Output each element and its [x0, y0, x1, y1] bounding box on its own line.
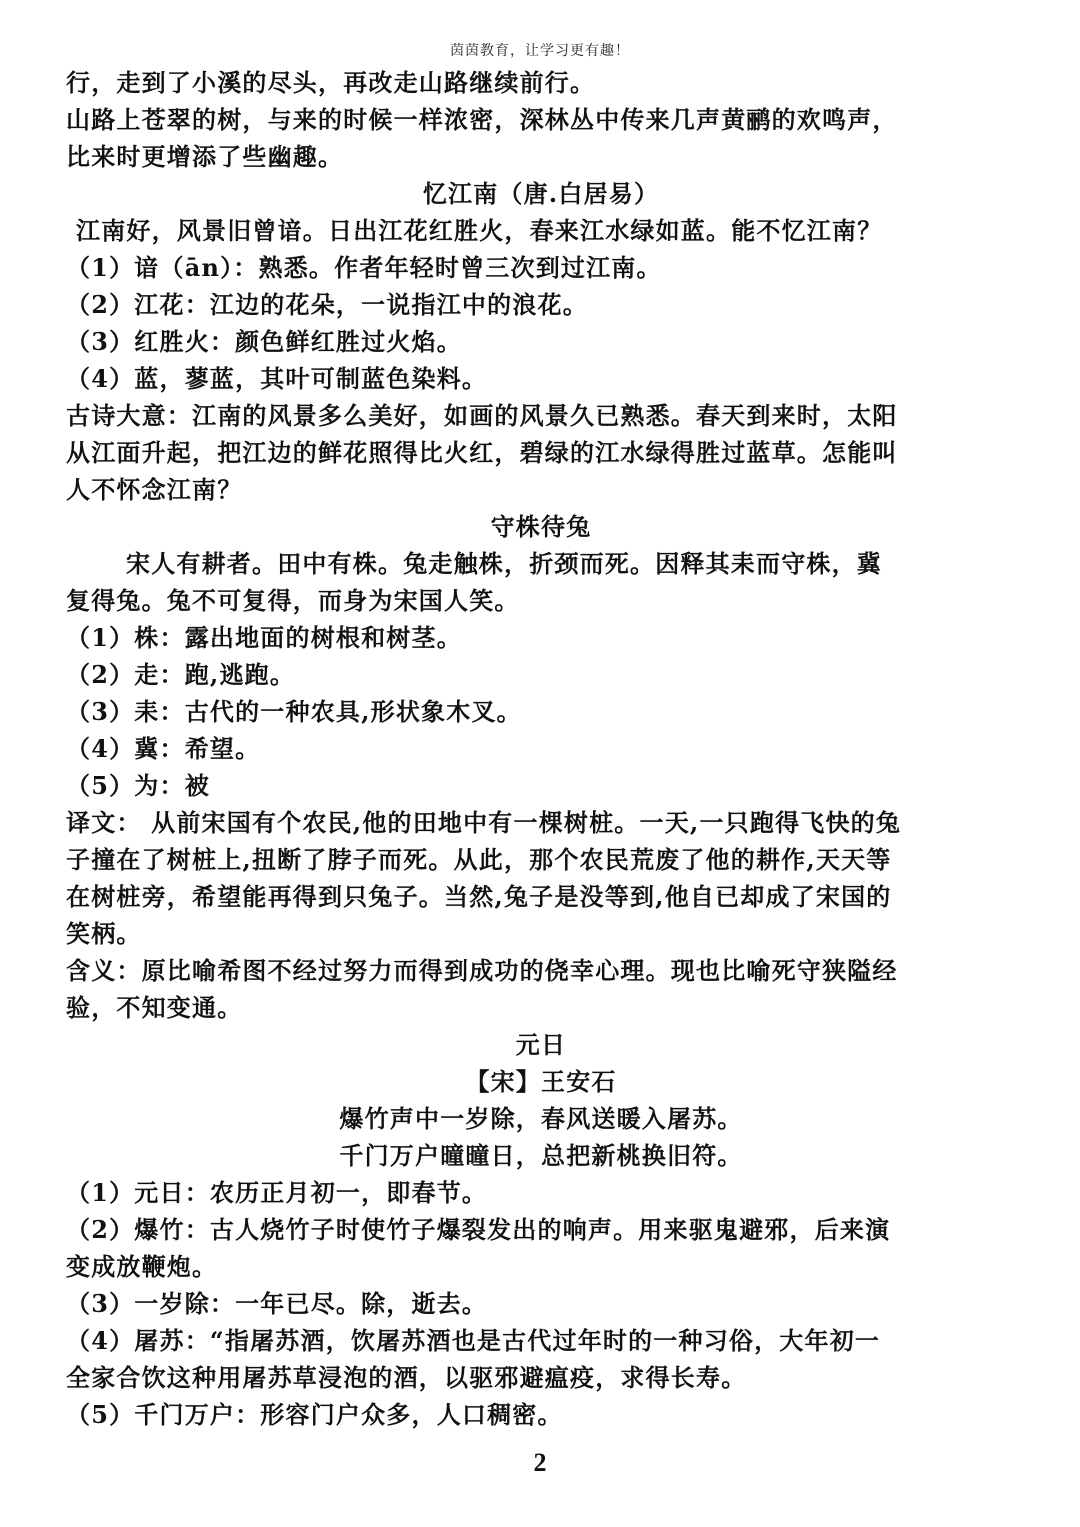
text-line: （1）元日：农历正月初一，即春节。: [66, 1178, 488, 1207]
text-line: 在树桩旁，希望能再得到只兔子。当然,兔子是没等到,他自已却成了宋国的: [66, 882, 892, 911]
text-line: （5）为：被: [66, 771, 210, 800]
heading-line: 爆竹声中一岁除，春风送暖入屠苏。: [339, 1104, 743, 1133]
text-line: （1）谙（ān）：熟悉。作者年轻时曾三次到过江南。: [66, 253, 662, 282]
text-line: 比来时更增添了些幽趣。: [66, 142, 344, 171]
text-line: （5）千门万户：形容门户众多，人口稠密。: [66, 1400, 563, 1429]
text-line: 含义：原比喻希图不经过努力而得到成功的侥幸心理。现也比喻死守狭隘经: [66, 956, 898, 985]
page-header: 茵茵教育，让学习更有趣！: [450, 43, 630, 59]
text-line: 江南好，风景旧曾谙。日出江花红胜火，春来江水绿如蓝。能不忆江南？: [76, 216, 883, 245]
heading-line: 忆江南（唐.白居易）: [422, 179, 660, 208]
text-line: 子撞在了树桩上,扭断了脖子而死。从此，那个农民荒废了他的耕作,天天等: [66, 845, 892, 874]
text-line: （4）冀：希望。: [66, 734, 261, 763]
text-line: （2）爆竹：古人烧竹子时使竹子爆裂发出的响声。用来驱鬼避邪，后来演: [66, 1215, 891, 1244]
text-line: 笑柄。: [66, 919, 142, 948]
page-body: [66, 64, 1016, 1433]
heading-line: 元日: [515, 1030, 567, 1059]
page-number: 2: [533, 1448, 547, 1477]
text-line: （2）江花：江边的花朵，一说指江中的浪花。: [66, 290, 588, 319]
text-line: （3）红胜火：颜色鲜红胜过火焰。: [66, 327, 462, 356]
text-line: 译文： 从前宋国有个农民,他的田地中有一棵树桩。一天,一只跑得飞快的兔: [66, 808, 902, 837]
text-line: 人不怀念江南？: [66, 475, 243, 504]
text-line: 变成放鞭炮。: [66, 1252, 218, 1281]
heading-line: 千门万户曈曈日，总把新桃换旧符。: [339, 1141, 743, 1170]
text-line: 验，不知变通。: [66, 993, 243, 1022]
heading-line: 守株待兔: [490, 512, 592, 541]
text-line: （3）耒：古代的一种农具,形状象木叉。: [66, 697, 522, 726]
text-line: 复得兔。兔不可复得，而身为宋国人笑。: [66, 586, 520, 615]
text-line: 行，走到了小溪的尽头，再改走山路继续前行。: [66, 68, 596, 97]
text-line: 全家合饮这种用屠苏草浸泡的酒，以驱邪避瘟疫，求得长寿。: [66, 1363, 747, 1392]
text-line: （4）蓝，蓼蓝，其叶可制蓝色染料。: [66, 364, 488, 393]
text-line: 宋人有耕者。田中有株。兔走触株，折颈而死。因释其耒而守株，冀: [126, 549, 882, 578]
text-line: （1）株：露出地面的树根和树茎。: [66, 623, 462, 652]
text-line: 古诗大意：江南的风景多么美好，如画的风景久已熟悉。春天到来时，太阳: [66, 401, 898, 430]
text-line: 从江面升起，把江边的鲜花照得比火红，碧绿的江水绿得胜过蓝草。怎能叫: [66, 438, 898, 467]
text-line: （4）屠苏：“指屠苏酒，饮屠苏酒也是古代过年时的一种习俗，大年初一: [66, 1326, 881, 1355]
text-line: （2）走：跑,逃跑。: [66, 660, 296, 689]
text-line: （3）一岁除：一年已尽。除，逝去。: [66, 1289, 488, 1318]
heading-line: 【宋】王安石: [465, 1067, 617, 1096]
text-line: 山路上苍翠的树，与来的时候一样浓密，深林丛中传来几声黄鹂的欢鸣声，: [66, 105, 898, 134]
